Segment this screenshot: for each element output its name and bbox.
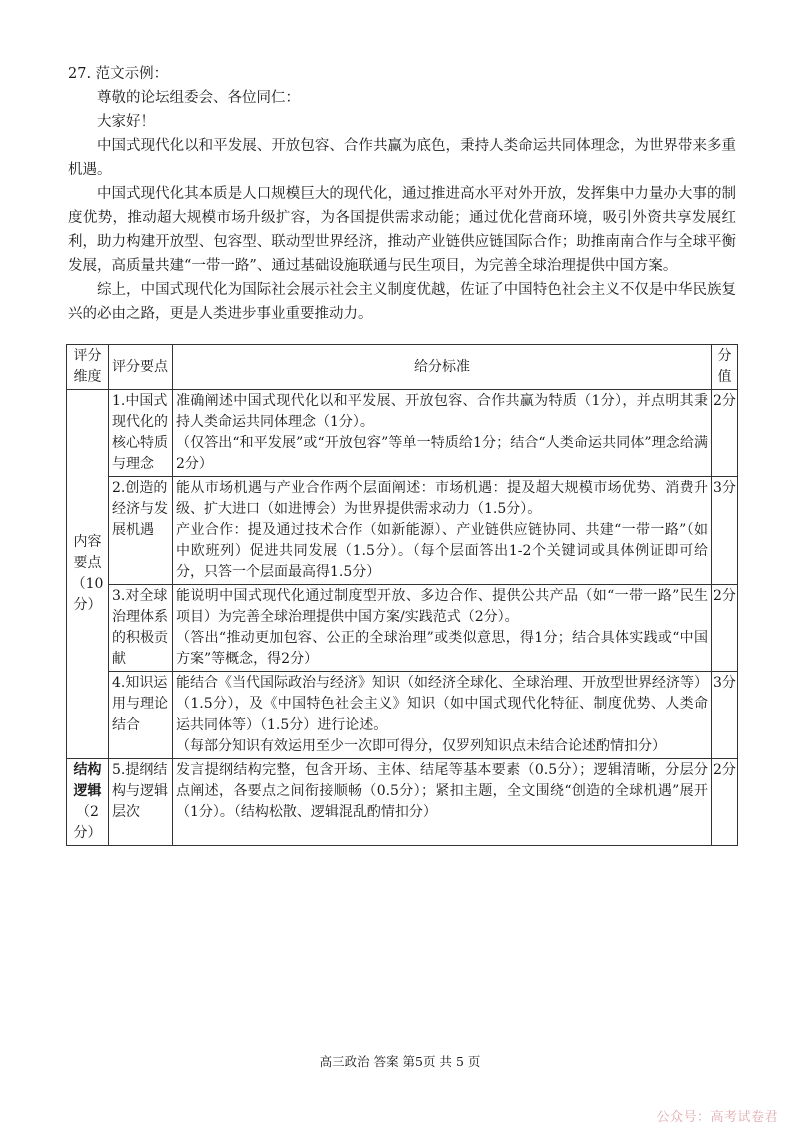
table-row xyxy=(67,672,738,759)
criteria-text: 能说明中国式现代化通过制度型开放、多边合作、提供公共产品（如“一带一路”民生项目）为完善全球治理提供中国方案/实践范式（2分）。 xyxy=(176,588,708,625)
page-footer: 高三政治 答案 第5页 共 5 页 xyxy=(319,1054,481,1069)
row-key-point: 1.中国式现代化的核心特质与理念 xyxy=(109,390,173,477)
essay-paragraph: 中国式现代化其本质是人口规模巨大的现代化，通过推进高水平对外开放，发挥集中力量办大事的制度优势，推动超大规模市场升级扩容，为各国提供需求动能；通过优化营商环境，吸引外资共享发展红利，助力构建开放型、包容型、联动型世界经济，推动产业链供应链国际合作；助推南南合作与全球平衡发展，高质量共建“一带一路”、通过基础设施联通与民生项目，为完善全球治理提供中国方案。 xyxy=(68,186,736,274)
table-row xyxy=(67,390,738,477)
question-heading: 27. 范文示例： xyxy=(68,66,169,82)
row-points: 3分 xyxy=(712,477,738,585)
category-structure xyxy=(67,759,109,846)
header-dimension: 评分维度 xyxy=(67,345,109,390)
row-criteria xyxy=(173,390,712,477)
row-points: 2分 xyxy=(712,390,738,477)
essay-section xyxy=(68,62,736,326)
structure-category-points: （2分） xyxy=(73,804,102,841)
criteria-text: 准确阐述中国式现代化以和平发展、开放包容、合作共赢为特质（1分），并点明其秉持人类命运共同体理念（1分）。 xyxy=(176,393,708,430)
essay-salutation: 尊敬的论坛组委会、各位同仁： xyxy=(97,90,300,106)
essay-paragraph: 中国式现代化以和平发展、开放包容、合作共赢为底色，秉持人类命运共同体理念，为世界带来多重机遇。 xyxy=(68,138,736,178)
row-criteria xyxy=(173,585,712,672)
scoring-rubric-table xyxy=(66,344,738,846)
criteria-note: 产业合作：提及通过技术合作（如新能源）、产业链供应链协同、共建“一带一路”（如中欧班列）促进共同发展（1.5分）。（每个层面答出1-2个关键词或具体例证即可给分，只答一个层面最高得1.5分） xyxy=(176,522,708,580)
category-content: 内容要点（10分） xyxy=(67,390,109,759)
row-key-point: 5.提纲结构与逻辑层次 xyxy=(109,759,173,846)
row-criteria xyxy=(173,477,712,585)
header-criteria: 给分标准 xyxy=(173,345,712,390)
criteria-text: 发言提纲结构完整，包含开场、主体、结尾等基本要素（0.5分）；逻辑清晰，分层分点阐述，各要点之间衔接顺畅（0.5分）；紧扣主题，全文围绕“创造的全球机遇”展开（1分）。（结构松散、逻辑混乱酌情扣分） xyxy=(176,762,708,820)
structure-category-label: 结构逻辑 xyxy=(73,762,102,799)
criteria-note: （答出“推动更加包容、公正的全球治理”或类似意思，得1分；结合具体实践或“中国方案”等概念，得2分） xyxy=(176,630,708,667)
row-criteria xyxy=(173,759,712,846)
row-points: 2分 xyxy=(712,585,738,672)
table-row xyxy=(67,759,738,846)
table-row xyxy=(67,585,738,672)
header-key-point: 评分要点 xyxy=(109,345,173,390)
row-key-point: 2.创造的经济与发展机遇 xyxy=(109,477,173,585)
header-points: 分值 xyxy=(712,345,738,390)
criteria-note: （仅答出“和平发展”或“开放包容”等单一特质给1分；结合“人类命运共同体”理念给满2分） xyxy=(176,435,708,472)
essay-paragraph: 综上，中国式现代化为国际社会展示社会主义制度优越，佐证了中国特色社会主义不仅是中华民族复兴的必由之路，更是人类进步事业重要推动力。 xyxy=(68,282,736,322)
table-row xyxy=(67,477,738,585)
table-header-row xyxy=(67,345,738,390)
essay-greeting: 大家好！ xyxy=(97,114,155,130)
row-points: 2分 xyxy=(712,759,738,846)
row-key-point: 3.对全球治理体系的积极贡献 xyxy=(109,585,173,672)
watermark-text: 公众号：高考试卷君 xyxy=(656,1110,778,1125)
criteria-text: 能结合《当代国际政治与经济》知识（如经济全球化、全球治理、开放型世界经济等）（1.5分），及《中国特色社会主义》知识（如中国式现代化特征、制度优势、人类命运共同体等）（1.5分）进行论述。 xyxy=(176,675,708,733)
row-points: 3分 xyxy=(712,672,738,759)
row-criteria xyxy=(173,672,712,759)
row-key-point: 4.知识运用与理论结合 xyxy=(109,672,173,759)
criteria-text: 能从市场机遇与产业合作两个层面阐述：市场机遇：提及超大规模市场优势、消费升级、扩大进口（如进博会）为世界提供需求动力（1.5分）。 xyxy=(176,480,708,517)
criteria-note: （每部分知识有效运用至少一次即可得分，仅罗列知识点未结合论述酌情扣分） xyxy=(176,738,666,754)
